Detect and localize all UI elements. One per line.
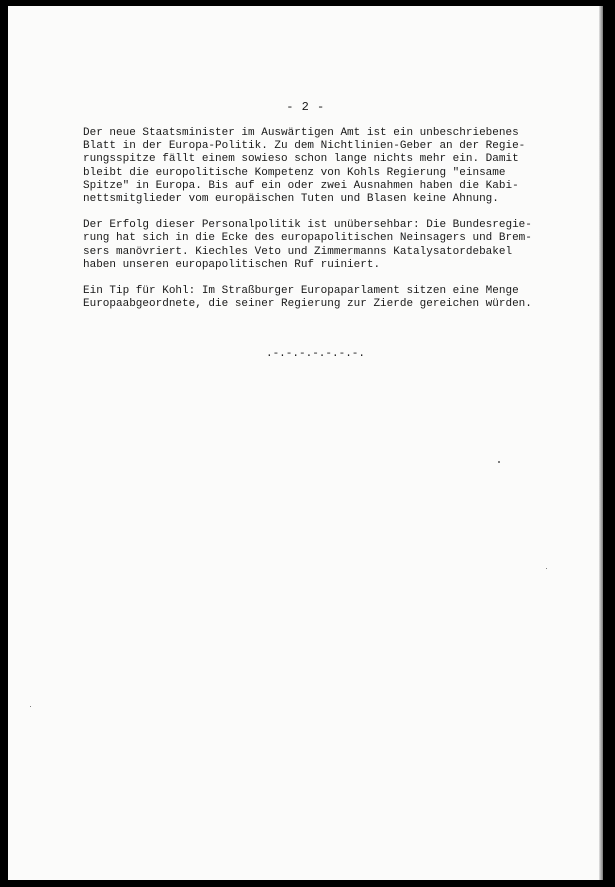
page-edge-shadow <box>599 6 603 880</box>
text-line: Blatt in der Europa-Politik. Zu dem Nichtlinien-Geber an der Regie- <box>83 140 526 153</box>
scan-speck <box>546 568 547 569</box>
text-line: rung hat sich in die Ecke des europapolitischen Neinsagers und Brem- <box>83 232 532 245</box>
text-line: Ein Tip für Kohl: Im Straßburger Europaparlament sitzen eine Menge <box>83 285 519 298</box>
text-line: haben unseren europapolitischen Ruf ruiniert. <box>83 258 381 271</box>
paragraph-1 <box>83 127 593 206</box>
text-line: rungsspitze fällt einem sowieso schon lange nichts mehr ein. Damit <box>83 153 519 166</box>
text-line: Der Erfolg dieser Personalpolitik ist unübersehbar: Die Bundesregie- <box>83 219 532 232</box>
text-line: Der neue Staatsminister im Auswärtigen Amt ist ein unbeschriebenes <box>83 127 519 139</box>
document-page <box>8 6 603 880</box>
text-line: bleibt die europolitische Kompetenz von Kohls Regierung "einsame <box>83 166 506 179</box>
scan-speck <box>30 706 31 707</box>
section-separator: .-.-.-.-.-.-.-. <box>265 348 366 360</box>
document-body <box>83 127 593 324</box>
scan-speck <box>498 461 500 463</box>
page-number: - 2 - <box>286 100 325 114</box>
text-line: Europaabgeordnete, die seiner Regierung zur Zierde gereichen würden. <box>83 298 532 311</box>
text-line: sers manövriert. Kiechles Veto und Zimmermanns Katalysatordebakel <box>83 245 513 258</box>
paragraph-3 <box>83 285 593 311</box>
text-line: Spitze" in Europa. Bis auf ein oder zwei Ausnahmen haben die Kabi- <box>83 179 519 192</box>
text-line: nettsmitglieder vom europäischen Tuten und Blasen keine Ahnung. <box>83 193 499 206</box>
paragraph-2 <box>83 219 593 272</box>
